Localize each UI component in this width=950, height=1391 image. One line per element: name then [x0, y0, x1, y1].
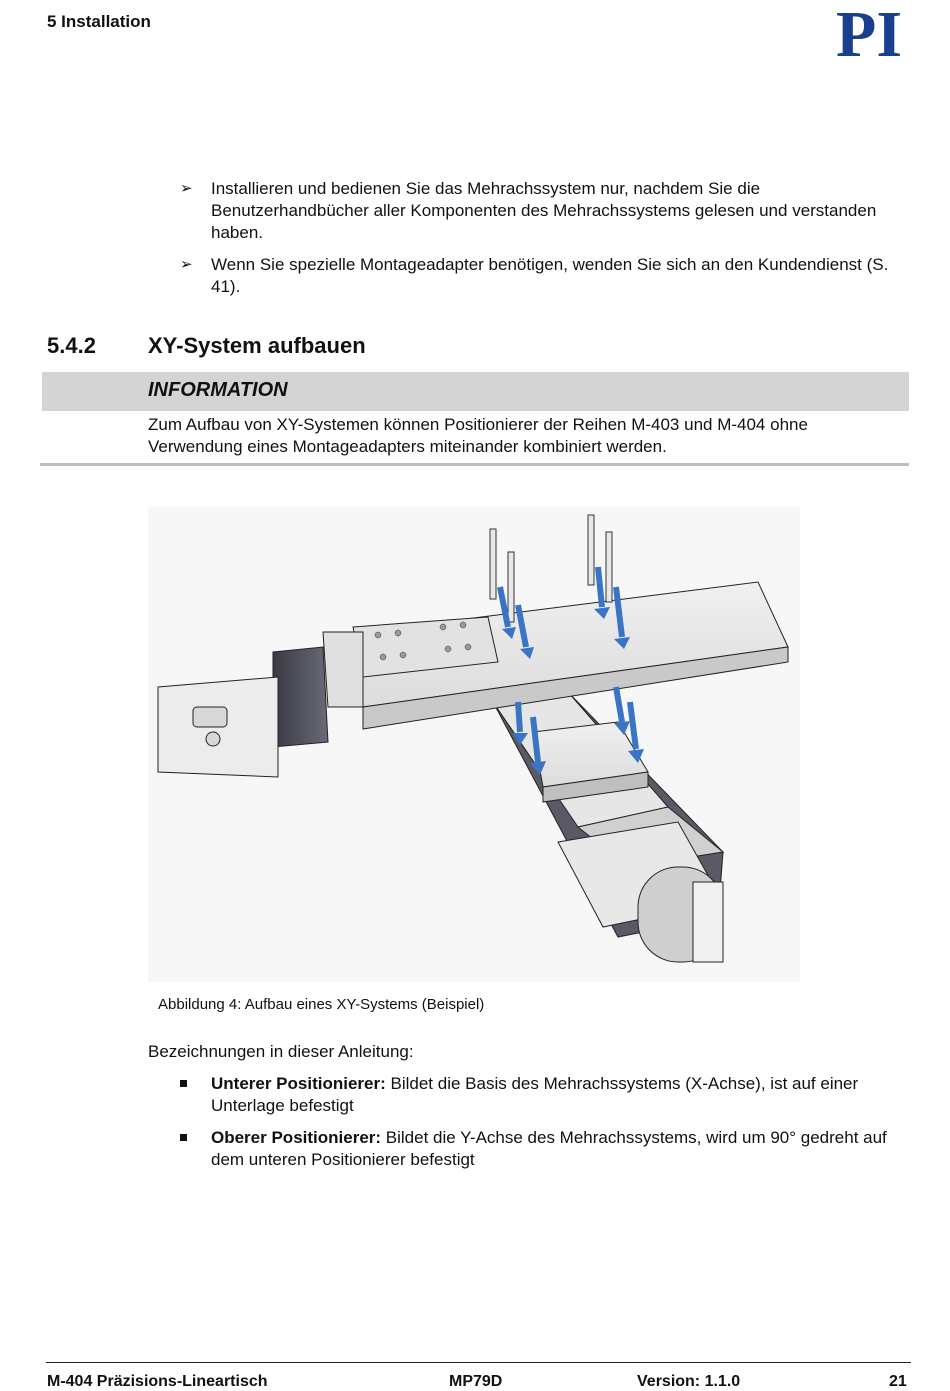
list-item: [180, 1073, 900, 1117]
list-item-text: Installieren und bedienen Sie das Mehrachssystem nur, nachdem Sie die Benutzerhandbücher aller Komponenten des Mehrachssystems gelesen und verstanden haben.: [211, 179, 877, 242]
screw: [508, 552, 514, 622]
section-number: 5.4.2: [47, 333, 96, 358]
figure-caption: Abbildung 4: Aufbau eines XY-Systems (Beispiel): [158, 996, 485, 1013]
footer-doc-code: MP79D: [449, 1373, 503, 1390]
footer-page-number: 21: [889, 1373, 907, 1390]
pi-logo: [814, 6, 924, 60]
section-title: XY-System aufbauen: [148, 333, 366, 358]
list-item: [180, 178, 920, 244]
info-box-text: Zum Aufbau von XY-Systemen können Positionierer der Reihen M-403 und M-404 ohne Verwendung eines Montageadapters miteinander kombiniert werden.: [148, 415, 808, 456]
footer-version: Version: 1.1.0: [637, 1373, 741, 1390]
logo-text: PI: [836, 6, 902, 60]
sub-d-connector: [193, 707, 227, 727]
round-connector: [206, 732, 220, 746]
footer-product: M-404 Präzisions-Lineartisch: [47, 1373, 268, 1390]
terms-list: [180, 1073, 900, 1181]
instruction-list: [180, 178, 920, 308]
screw: [490, 529, 496, 599]
info-box-divider: [40, 463, 909, 466]
square-bullet-icon: [180, 1134, 187, 1141]
term-label: Unterer Positionierer:: [211, 1074, 386, 1093]
term-description: Bildet die Y-Achse des Mehrachssystems, wird um 90° gedreht auf dem unteren Positionierer befestigt: [211, 1128, 887, 1169]
arrow-bullet-icon: ➢: [180, 256, 193, 273]
screw: [606, 532, 612, 602]
footer-divider: [46, 1362, 911, 1363]
terms-intro: Bezeichnungen in dieser Anleitung:: [148, 1042, 414, 1061]
list-item-text: Wenn Sie spezielle Montageadapter benötigen, wenden Sie sich an den Kundendienst (S. 41).: [211, 255, 889, 296]
screw: [588, 515, 594, 585]
chapter-header: 5 Installation: [47, 12, 151, 31]
square-bullet-icon: [180, 1080, 187, 1087]
list-item: [180, 254, 920, 298]
term-label: Oberer Positionierer:: [211, 1128, 382, 1147]
arrow-bullet-icon: ➢: [180, 180, 193, 197]
term-description: Bildet die Basis des Mehrachssystems (X-Achse), ist auf einer Unterlage befestigt: [211, 1074, 859, 1115]
info-box-title: INFORMATION: [148, 379, 288, 401]
list-item: [180, 1127, 900, 1171]
upper-motor-housing: [273, 647, 328, 747]
xy-system-illustration: [148, 507, 800, 982]
